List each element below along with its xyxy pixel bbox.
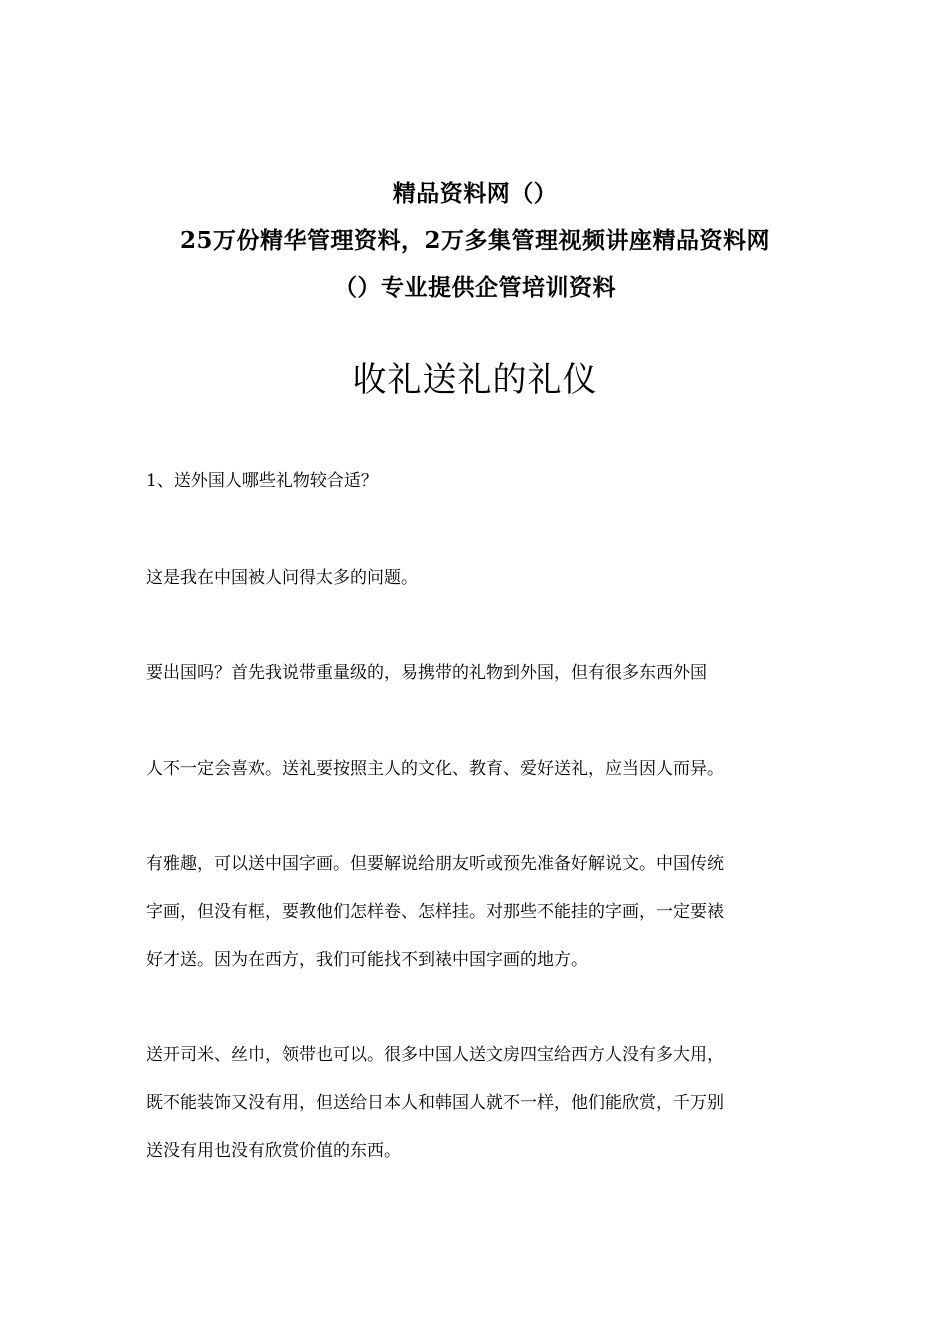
document-title: 收礼送礼的礼仪 xyxy=(352,360,598,400)
question-1: 1、送外国人哪些礼物较合适？ xyxy=(146,471,378,491)
paragraph-4-line-2: 既不能装饰又没有用，但送给日本人和韩国人就不一样，他们能欣赏，千万别 xyxy=(146,1093,724,1113)
paragraph-3-line-2: 字画，但没有框，要教他们怎样卷、怎样挂。对那些不能挂的字画，一定要裱 xyxy=(146,902,724,922)
header-line-3: （）专业提供企管培训资料 xyxy=(334,274,616,301)
paragraph-2-line-1: 要出国吗？首先我说带重量级的，易携带的礼物到外国，但有很多东西外国 xyxy=(146,663,707,683)
paragraph-4-line-3: 送没有用也没有欣赏价值的东西。 xyxy=(146,1141,401,1161)
header-line-1: 精品资料网（） xyxy=(392,180,558,207)
paragraph-1: 这是我在中国被人问得太多的问题。 xyxy=(146,568,418,588)
site-header xyxy=(0,170,950,311)
paragraph-3-line-1: 有雅趣，可以送中国字画。但要解说给朋友听或预先准备好解说文。中国传统 xyxy=(146,854,724,874)
paragraph-3-line-3: 好才送。因为在西方，我们可能找不到裱中国字画的地方。 xyxy=(146,950,588,970)
paragraph-4-line-1: 送开司米、丝巾，领带也可以。很多中国人送文房四宝给西方人没有多大用， xyxy=(146,1045,724,1065)
paragraph-2-line-2: 人不一定会喜欢。送礼要按照主人的文化、教育、爱好送礼，应当因人而异。 xyxy=(146,759,724,779)
header-line-2: 25万份精华管理资料，2万多集管理视频讲座精品资料网 xyxy=(179,227,770,254)
